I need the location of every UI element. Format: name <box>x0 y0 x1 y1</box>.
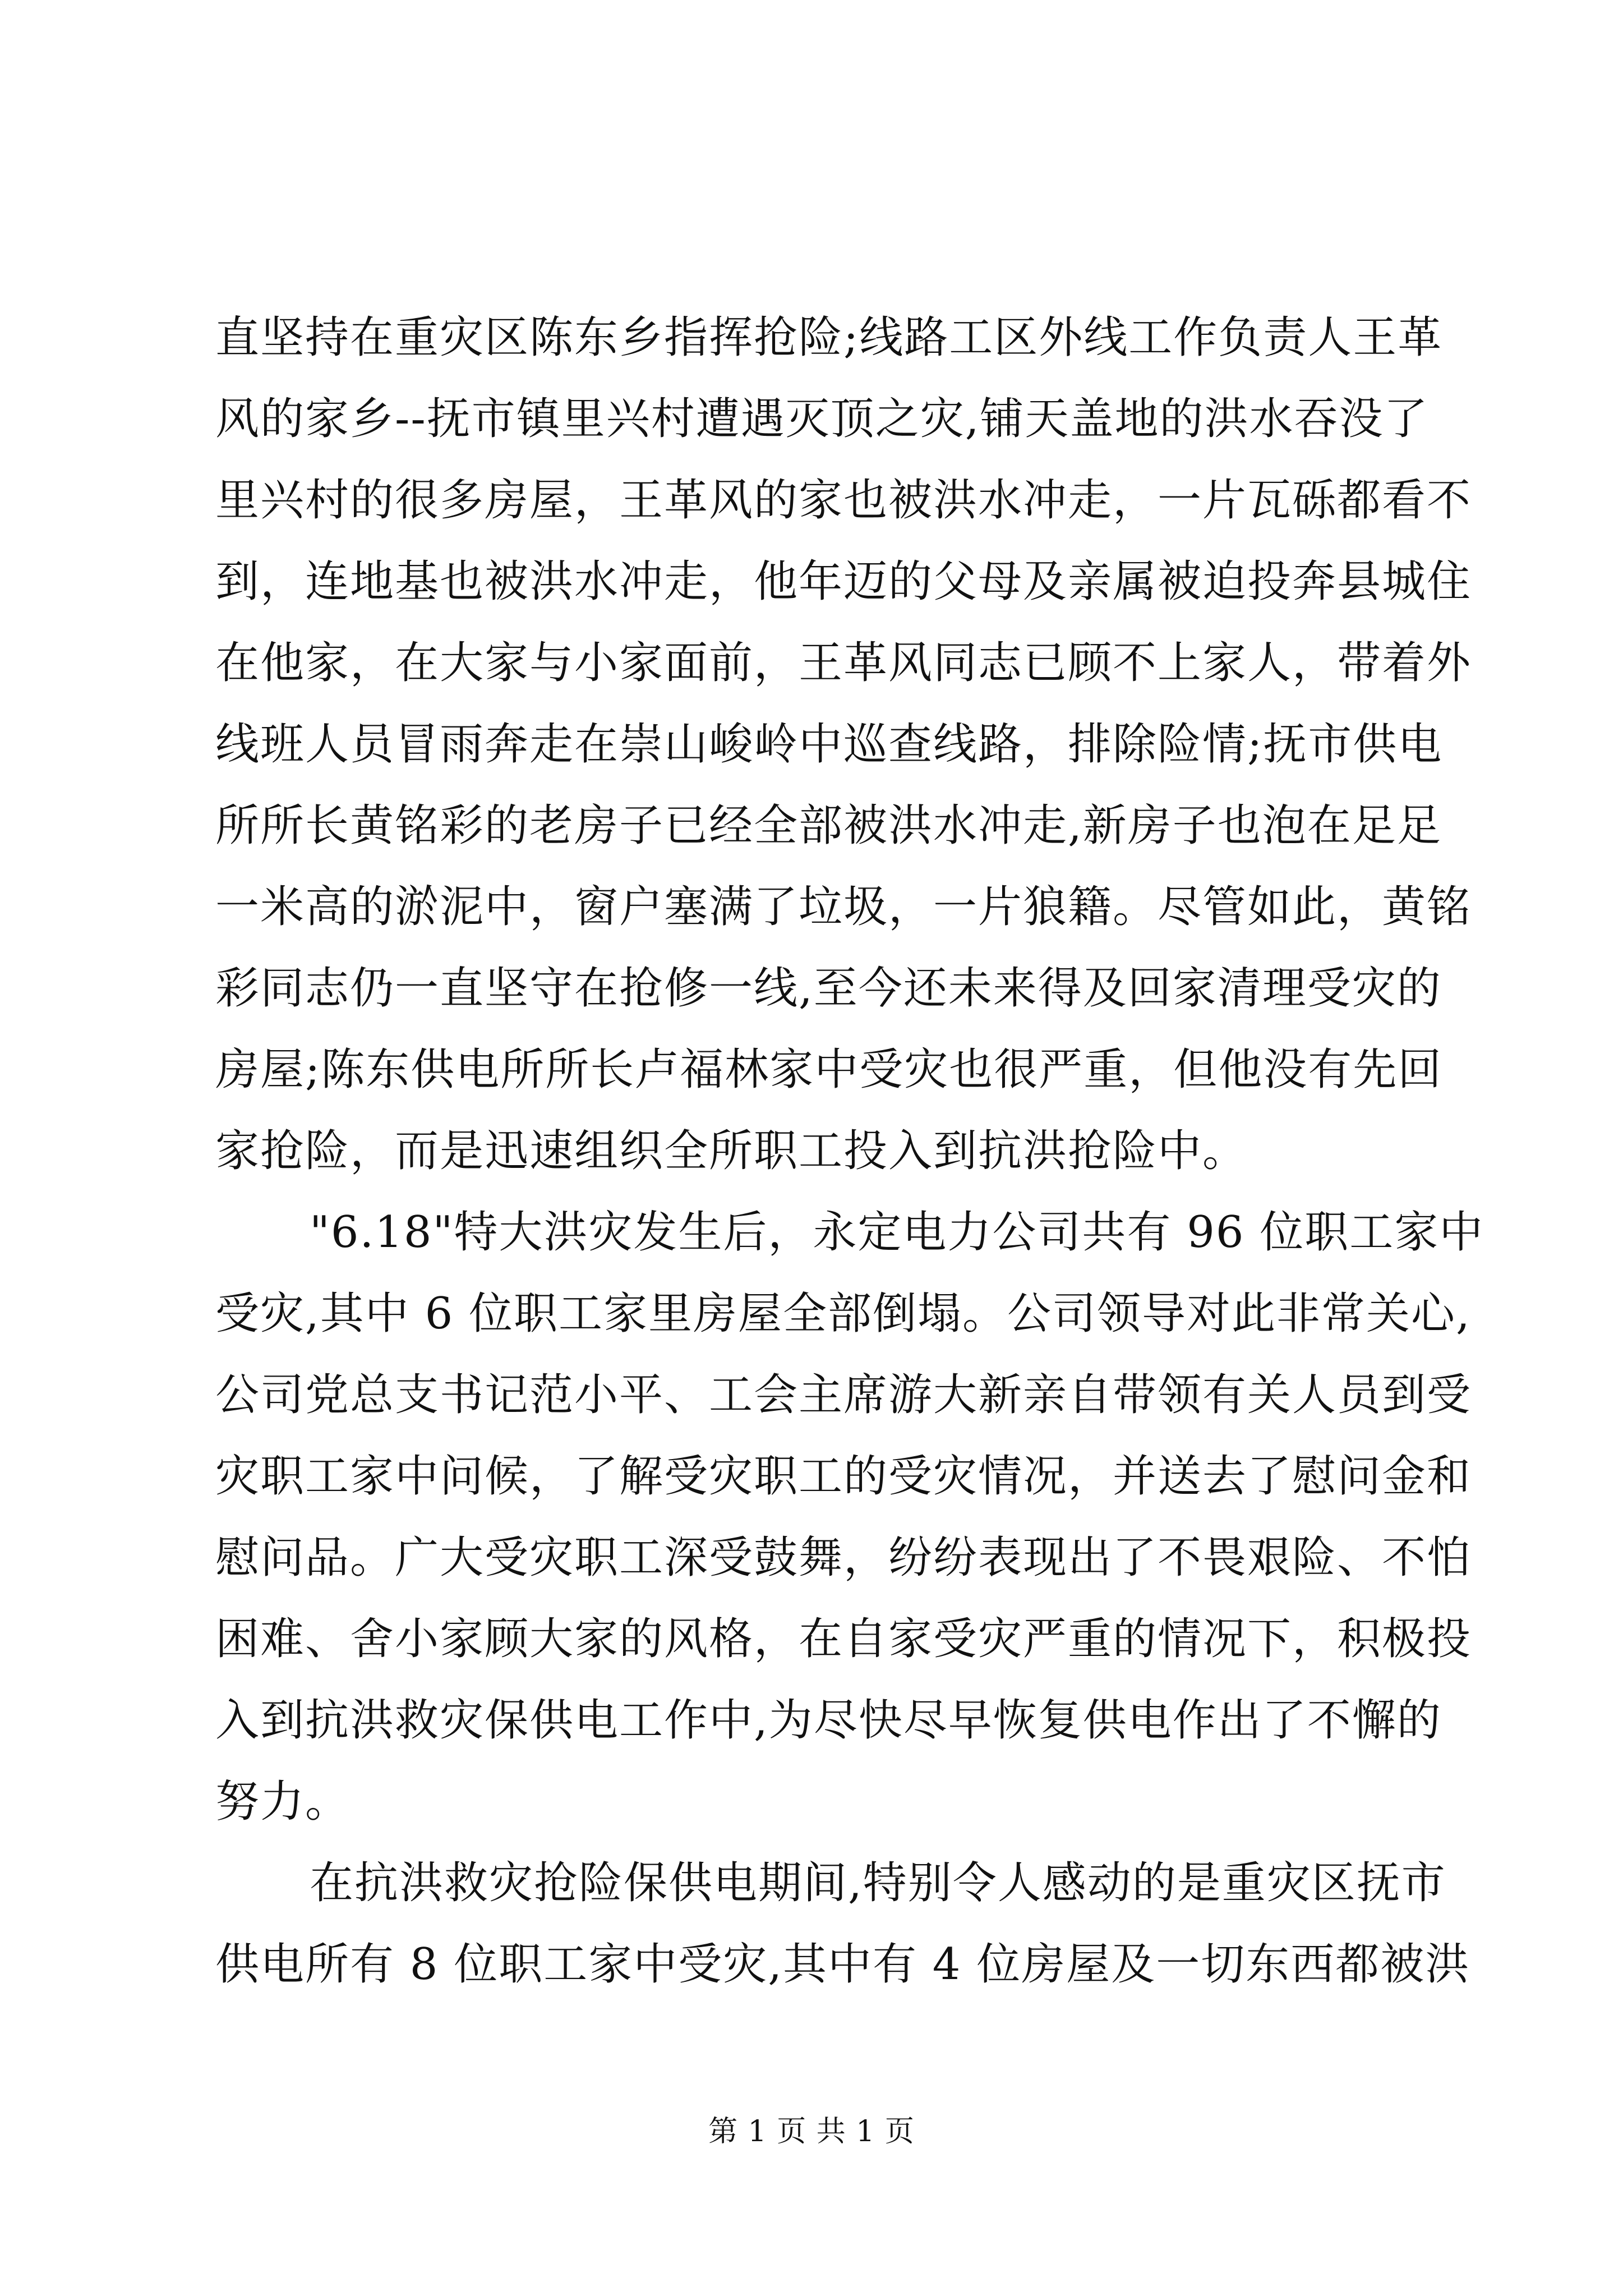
text-line: 公司党总支书记范小平、工会主席游大新亲自带领有关人员到受 <box>215 1370 1472 1420</box>
text-line: 彩同志仍一直坚守在抢修一线,至今还未来得及回家清理受灾的 <box>215 963 1442 1014</box>
text-line: 风的家乡--抚市镇里兴村遭遇灭顶之灾,铺天盖地的洪水吞没了 <box>215 394 1429 444</box>
text-line: 灾职工家中问候，了解受灾职工的受灾情况，并送去了慰问金和 <box>215 1451 1472 1502</box>
paragraph-first-line: "6.18"特大洪灾发生后，永定电力公司共有 96 位职工家中 <box>310 1207 1484 1258</box>
text-line: 一米高的淤泥中，窗户塞满了垃圾，一片狼籍。尽管如此，黄铭 <box>215 882 1472 932</box>
text-line: 供电所有 8 位职工家中受灾,其中有 4 位房屋及一切东西都被洪 <box>215 1939 1470 1990</box>
body-text <box>215 297 1484 2005</box>
text-line: 家抢险，而是迅速组织全所职工投入到抗洪抢险中。 <box>215 1126 1248 1176</box>
text-line: 困难、舍小家顾大家的风格，在自家受灾严重的情况下，积极投 <box>215 1614 1472 1664</box>
text-line: 房屋;陈东供电所所长卢福林家中受灾也很严重，但他没有先回 <box>215 1045 1443 1095</box>
text-line: 直坚持在重灾区陈东乡指挥抢险;线路工区外线工作负责人王革 <box>215 312 1443 363</box>
page-footer: 第 1 页 共 1 页 <box>708 2115 915 2148</box>
text-line: 在他家，在大家与小家面前，王革风同志已顾不上家人，带着外 <box>215 638 1472 688</box>
text-line: 入到抗洪救灾保供电工作中,为尽快尽早恢复供电作出了不懈的 <box>215 1695 1442 1746</box>
text-line: 所所长黄铭彩的老房子已经全部被洪水冲走,新房子也泡在足足 <box>215 800 1442 851</box>
text-line: 努力。 <box>215 1777 351 1827</box>
text-line: 慰问品。广大受灾职工深受鼓舞，纷纷表现出了不畏艰险、不怕 <box>215 1533 1472 1583</box>
text-line: 线班人员冒雨奔走在崇山峻岭中巡查线路，排除险情;抚市供电 <box>215 719 1443 770</box>
text-line: 里兴村的很多房屋，王革风的家也被洪水冲走，一片瓦砾都看不 <box>215 475 1472 526</box>
paragraph-first-line: 在抗洪救灾抢险保供电期间,特别令人感动的是重灾区抚市 <box>310 1858 1446 1908</box>
text-line: 到，连地基也被洪水冲走，他年迈的父母及亲属被迫投奔县城住 <box>215 556 1472 607</box>
text-line: 受灾,其中 6 位职工家里房屋全部倒塌。公司领导对此非常关心, <box>215 1289 1471 1339</box>
